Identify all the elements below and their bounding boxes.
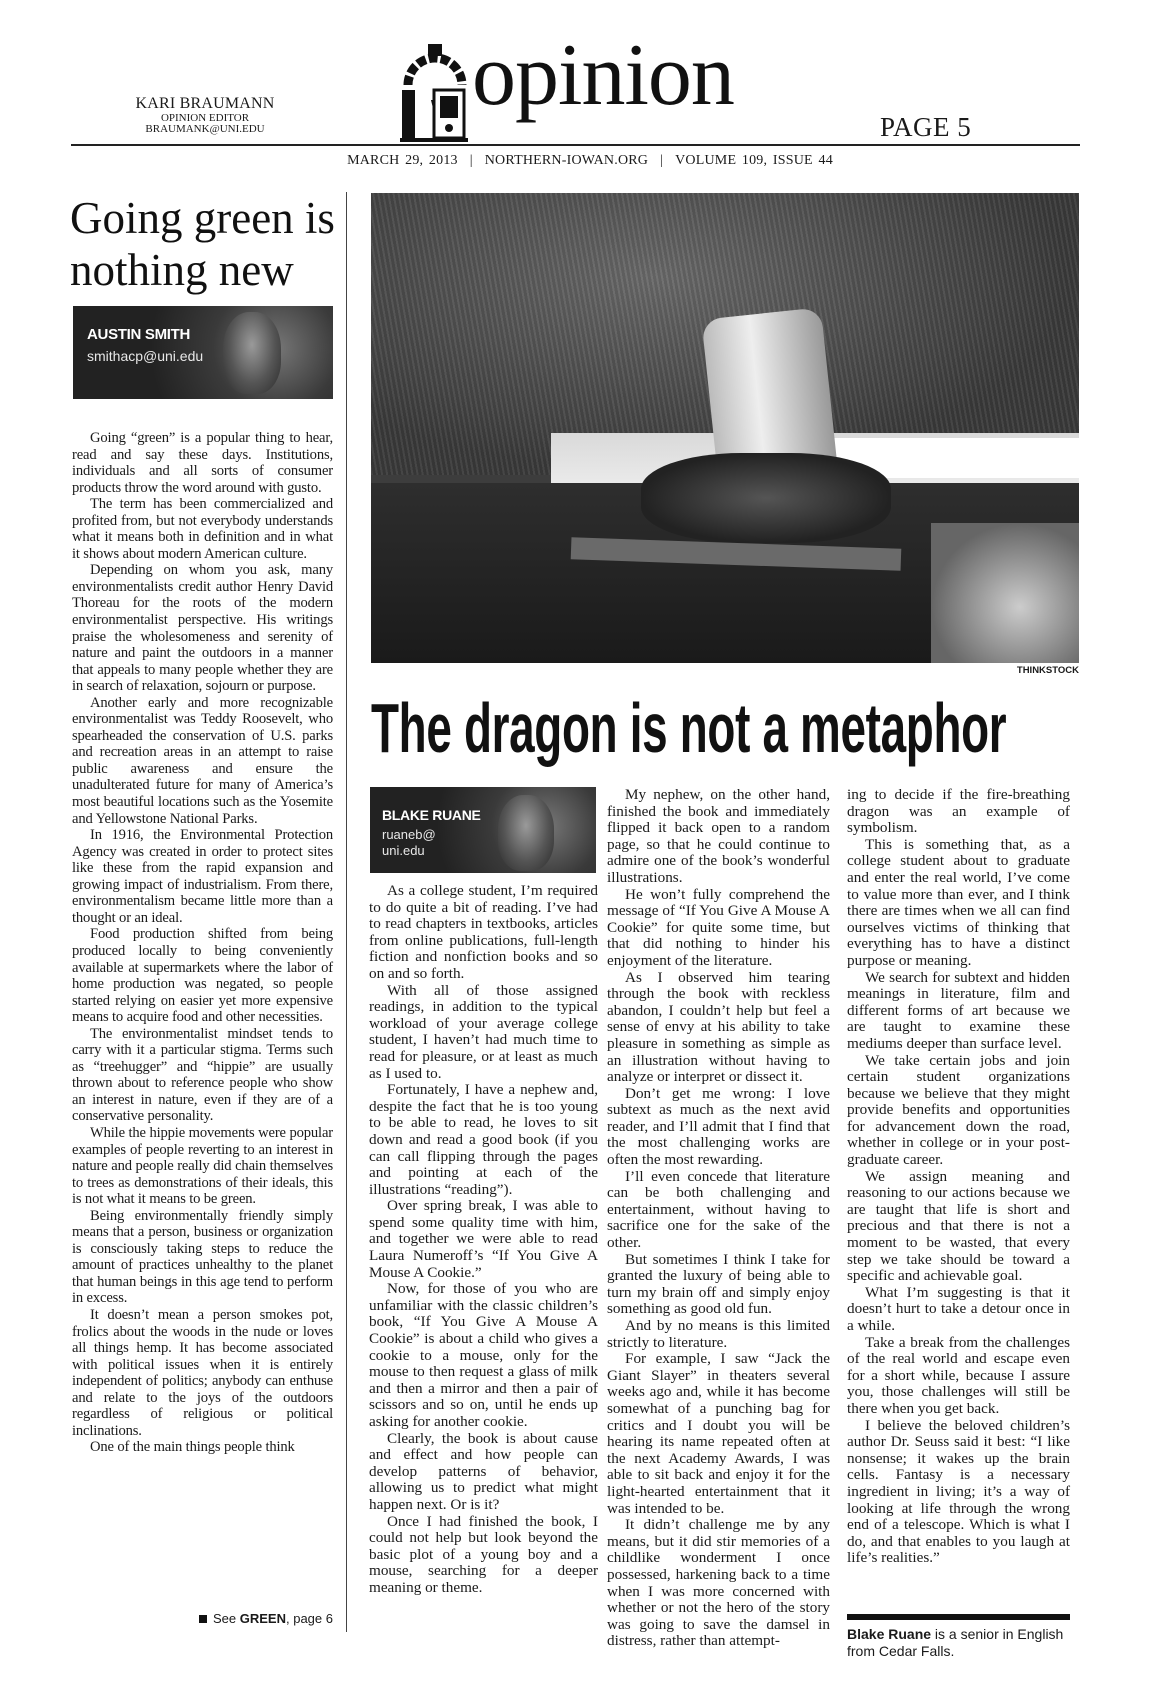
paragraph: I believe the beloved children’s author Dr. Seuss said it best: “I like nonsense; it wakes up the brain cells. Fantasy is a necessary ingredient in living; it’s a way of looking at life through the wrong end of a telescope. Which is what I do, and that enables to you laugh at life’s realities.” [847,1416,1070,1567]
paragraph: Depending on whom you ask, many environmentalists credit author Henry David Thoreau for the roots of the modern environmentalist perspective. His writings praise the wholesomeness and serenity of nature and paint the outdoors in a manner that appeals to many people whether they are in search of relaxation, sojourn or purpose. [72,562,333,695]
paragraph: Once I had finished the book, I could not help but look beyond the basic plot of a young boy and a mouse, searching for a deeper meaning or theme. [369,1512,598,1596]
website-link[interactable]: NORTHERN-IOWAN.ORG [484,153,649,168]
paragraph: But sometimes I think I take for granted the luxury of being able to turn my brain off and simply enjoy something as good old fun. [607,1250,830,1318]
paragraph: We search for subtext and hidden meanings in literature, film and different forms of art because we are taught to examine these mediums deeper than surface level. [847,968,1070,1052]
uni-arch-logo-icon [398,40,472,145]
section-title: opinion [472,27,734,124]
jump-prefix: See [213,1611,240,1626]
photo-credit: THINKSTOCK [1016,665,1079,676]
volume-issue: VOLUME 109, ISSUE 44 [675,153,833,168]
paragraph: This is something that, as a college student about to graduate and enter the real world, I’ve come to value more than ever, and I think there are times when we all can find ourselves victims of thinking that everything has to have a distinct purpose or meaning. [847,835,1070,969]
paragraph: While the hippie movements were popular examples of people reverting to an interest in nature and people really did chain themselves to trees as demonstrations of their ideals, this is not what it means to be green. [72,1124,333,1208]
paragraph: Going “green” is a popular thing to hear, read and say these days. Institutions, individuals and all sorts of consumer products throw the word around with gusto. [72,430,333,496]
author-photo [498,795,554,871]
paragraph: ing to decide if the fire-breathing dragon was an example of symbolism. [847,786,1070,837]
author-name: AUSTIN SMITH [87,326,191,343]
editor-email: BRAUMANK@UNI.EDU [145,123,265,136]
paragraph: We take certain jobs and join certain student organizations because we believe that they might provide benefits and opportunities for advancement down the road, whether in college or in your post-graduate career. [847,1051,1070,1169]
separator: | [469,153,473,168]
paragraph: One of the main things people think [90,1439,295,1456]
column-divider [346,192,347,1632]
paragraph: Another early and more recognizable environmentalist was Teddy Roosevelt, who spearheaded the conservation of U.S. parks and recreation areas in an attempt to raise public awareness and ensure the unadulterated future for many of America’s most beautiful locations such as the Yosemite and Yellowstone National Parks. [72,694,333,827]
paragraph: Being environmentally friendly simply means that a person, business or organization is consciously taking steps to reduce the amount of practices unhealthy to the planet that human beings in this age tend to perform in excess. [72,1207,333,1307]
main-article-column-3 [847,787,1070,1567]
dateline [300,153,880,169]
paragraph: And by no means is this limited strictly to literature. [607,1317,830,1351]
paragraph: Clearly, the book is about cause and effect and how people can develop patterns of behavior, allowing us to predict what might happen next. Or is it? [369,1429,598,1513]
author-photo-box [73,306,333,399]
author-name: BLAKE RUANE [382,807,481,823]
paragraph: With all of those assigned readings, in addition to the typical workload of your average college student, I haven’t had much time to read for pleasure, or at least as much as I used to. [369,981,598,1082]
section-logo [398,27,758,150]
main-article-column-2 [607,787,830,1650]
paragraph: It doesn’t mean a person smokes pot, frolics about the woods in the nude or loves all things hemp. It has become associated with political issues when it is entirely independent of politics; anybody can enthuse and relate to the joys of the outdoors regardless of religious or political inclinations. [72,1306,333,1439]
paragraph: We assign meaning and reasoning to our actions because we are taught that life is short and precious and that there is not a moment to be wasted, that every step we take should be toward a specific and achievable goal. [847,1167,1070,1285]
paragraph: The environmentalist mindset tends to carry with it a particular stigma. Terms such as “treehugger” and “hippie” are usually thrown about to reference people who show an interest in nature, even if they are of a conservative personality. [72,1025,333,1125]
paragraph: Don’t get me wrong: I love subtext as much as the next avid reader, and I’ll admit that I find that the most challenging works are often the most rewarding. [607,1084,830,1169]
paragraph: The term has been commercialized and profited from, but not everybody understands what it means both in definition and in what it shows about modern American culture. [72,496,333,562]
bio-name: Blake Ruane [847,1626,932,1642]
main-article-headline: The dragon is not a metaphor [371,689,1007,767]
editor-info [120,96,290,136]
author-photo [223,312,281,394]
main-article-column-1 [369,883,598,1597]
author-bio [847,1626,1070,1660]
author-email[interactable]: smithacp@uni.edu [87,348,204,364]
issue-date: MARCH 29, 2013 [347,153,458,168]
paragraph: Fortunately, I have a nephew and, despite the fact that he is too young to be able to read, he loves to sit down and read a good book (if you can call flipping through the pages and pointing at each of the illustrations “reading”). [369,1081,598,1198]
paragraph: I’ll even concede that literature can be both challenging and entertainment, without having to sacrifice one for the sake of the other. [607,1167,830,1252]
editor-title: OPINION EDITOR [160,111,250,124]
paragraph: Take a break from the challenges of the real world and escape even for a short while, because I assure you, those challenges will still be there when you get back. [847,1333,1070,1417]
jump-suffix: , page 6 [286,1611,333,1626]
left-article-headline: Going green is nothing new [70,193,335,295]
square-bullet-icon [199,1615,207,1623]
separator: | [660,153,664,168]
paragraph: As I observed him tearing through the book with reckless abandon, I couldn’t help but feel a sense of envy at his ability to take pleasure in something as simple as an illustration without having to analyze or interpret or dissect it. [607,968,830,1086]
paragraph: In 1916, the Environmental Protection Agency was created in order to protect sites like these from the rapid expansion and growing impact of industrialism. From there, environmentalism became little more than a thought or an ideal. [72,827,333,926]
page-number: PAGE 5 [880,112,972,142]
left-article-body [72,430,333,1456]
bio-text: is a senior in English from Cedar Falls. [847,1626,1064,1659]
article-photo [371,193,1079,663]
paragraph: For example, I saw “Jack the Giant Slayer” in theaters several weeks ago and, while it has become somewhat of a punching bag for critics and I doubt you will be hearing its name repeated often at the next Academy Awards, I was able to sit back and enjoy it for the light-hearted entertainment that it was intended to be. [607,1350,830,1517]
paragraph: As a college student, I’m required to do quite a bit of reading. I’ve had to read chapters in textbooks, articles from online publications, full-length fiction and nonfiction books and so on and so forth. [369,882,598,982]
continued-jump-link[interactable] [170,1611,333,1626]
paragraph: Now, for those of you who are unfamiliar with the classic children’s book, “If You Give A Mouse A Cookie” is about a child who gives a cookie to a mouse, only for the mouse to then request a glass of milk and then a mirror and then a pair of scissors and so on, until he ends up asking for another cookie. [369,1280,598,1430]
paragraph: Food production shifted from being produced locally to being conveniently available at supermarkets where the labor of home production was negated, so people started relying on easier yet more expensive means to acquire food and other necessities. [72,926,333,1026]
jump-keyword: GREEN [239,1611,286,1626]
author-email-line1[interactable]: ruaneb@ [382,827,436,842]
paragraph: My nephew, on the other hand, finished the book and immediately flipped it back open to a random page, so that he could continue to admire one of the book’s wonderful illustrations. [607,786,830,886]
author-email-line2[interactable]: uni.edu [382,843,425,858]
paragraph: Over spring break, I was able to spend some quality time with him, and together we were able to read Laura Numeroff’s “If You Give A Mouse A Cookie.” [369,1197,598,1281]
paragraph: He won’t fully comprehend the message of “If You Give A Mouse A Cookie” for quite some time, but that did nothing to hinder his enjoyment of the literature. [607,885,830,969]
editor-name: KARI BRAUMANN [135,95,275,112]
bio-divider [847,1614,1070,1620]
header-divider [71,144,1080,146]
paragraph: What I’m suggesting is that it doesn’t hurt to take a detour once in a while. [847,1283,1070,1334]
paragraph: It didn’t challenge me by any means, but it did stir memories of a childlike wonderment I once possessed, harkening back to a time when I was more concerned with whether or not the hero of the story was going to save the damsel in distress, rather than attempt- [607,1516,830,1650]
author-photo-box [370,787,596,873]
